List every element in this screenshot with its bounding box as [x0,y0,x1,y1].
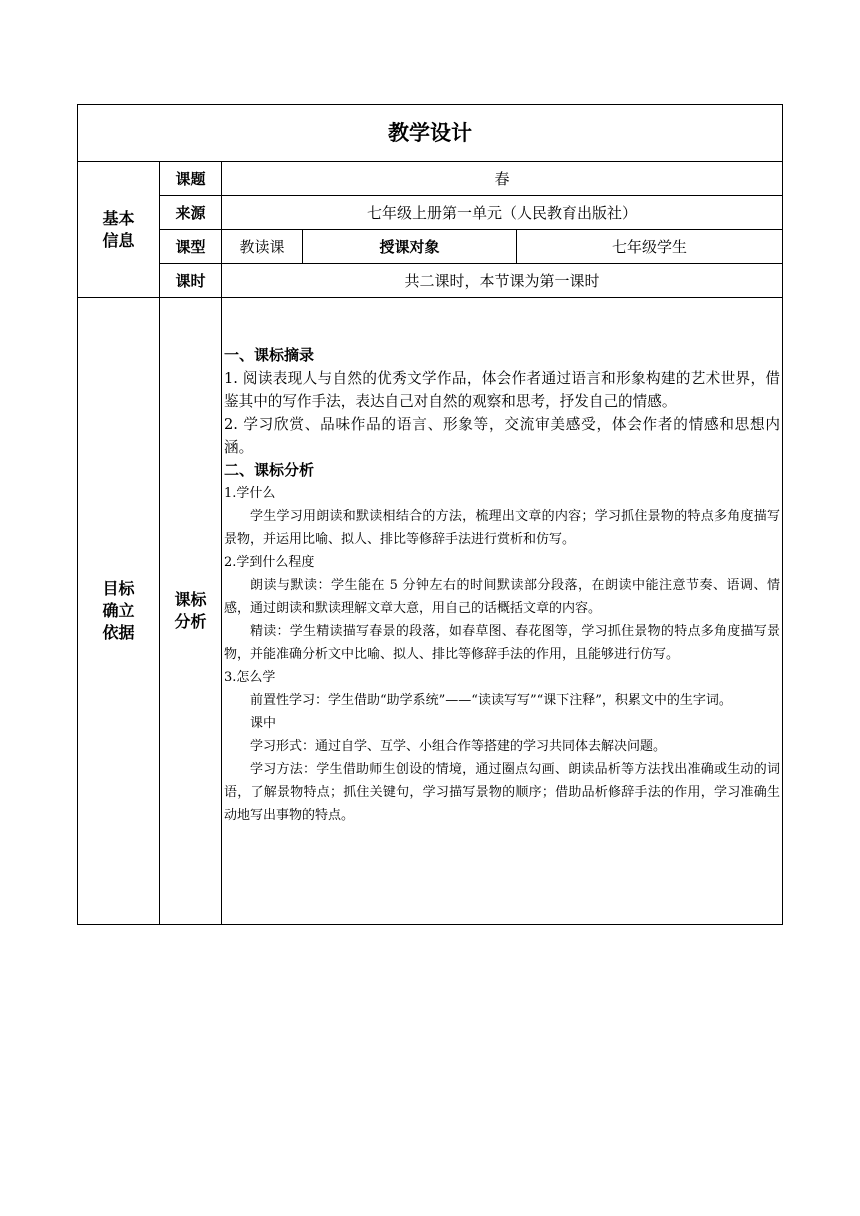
hours-label: 课时 [160,264,222,298]
source-value: 七年级上册第一单元（人民教育出版社） [222,196,783,230]
hours-value: 共二课时，本节课为第一课时 [222,264,783,298]
what-text: 学生学习用朗读和默读相结合的方法，梳理出文章的内容；学习抓住景物的特点多角度描写景物，并运用比喻、拟人、排比等修辞手法进行赏析和仿写。 [224,509,780,547]
how-pre-study: 前置性学习：学生借助“助学系统”——“读读写写”“课下注释”，积累文中的生字词。 [250,693,732,708]
type-value: 教读课 [222,230,303,264]
topic-label: 课题 [160,162,222,196]
source-label: 来源 [160,196,222,230]
degree-close-reading: 精读：学生精读描写春景的段落，如春草图、春花图等，学习抓住景物的特点多角度描写景物，并能准确分析文中比喻、拟人、排比等修辞手法的作用，且能够进行仿写。 [224,624,780,662]
degree-heading: 2.学到什么程度 [224,555,315,570]
how-heading: 3.怎么学 [224,670,276,685]
topic-value: 春 [222,162,783,196]
type-label: 课型 [160,230,222,264]
degree-reading: 朗读与默读：学生能在 5 分钟左右的时间默读部分段落，在朗读中能注意节奏、语调、情感，通过朗读和默读理解文章大意，用自己的话概括文章的内容。 [224,578,780,616]
standard-analysis-label: 课标分析 [160,298,222,925]
audience-value: 七年级学生 [517,230,783,264]
standard-analysis-content [222,298,783,925]
audience-label: 授课对象 [303,230,517,264]
basic-info-label: 基本信息 [78,162,160,298]
excerpt-item-1: 1. 阅读表现人与自然的优秀文学作品，体会作者通过语言和形象构建的艺术世界，借鉴其中的写作手法，表达自己对自然的观察和思考，抒发自己的情感。 [224,370,780,410]
how-learning-form: 学习形式：通过自学、互学、小组合作等搭建的学习共同体去解决问题。 [250,739,667,754]
page-title: 教学设计 [78,105,783,162]
teaching-design-table [77,104,783,925]
how-learning-method: 学习方法：学生借助师生创设的情境，通过圈点勾画、朗读品析等方法找出准确或生动的词语，了解景物特点；抓住关键句，学习描写景物的顺序；借助品析修辞手法的作用，学习准确生动地写出事物的特点。 [224,762,780,823]
excerpt-item-2: 2. 学习欣赏、品味作品的语言、形象等，交流审美感受，体会作者的情感和思想内涵。 [224,416,780,456]
what-heading: 1.学什么 [224,486,276,501]
goal-basis-label: 目标确立依据 [78,298,160,925]
section-excerpt-heading: 一、课标摘录 [224,346,315,364]
section-analysis-heading: 二、课标分析 [224,461,315,479]
how-in-class: 课中 [250,716,277,731]
